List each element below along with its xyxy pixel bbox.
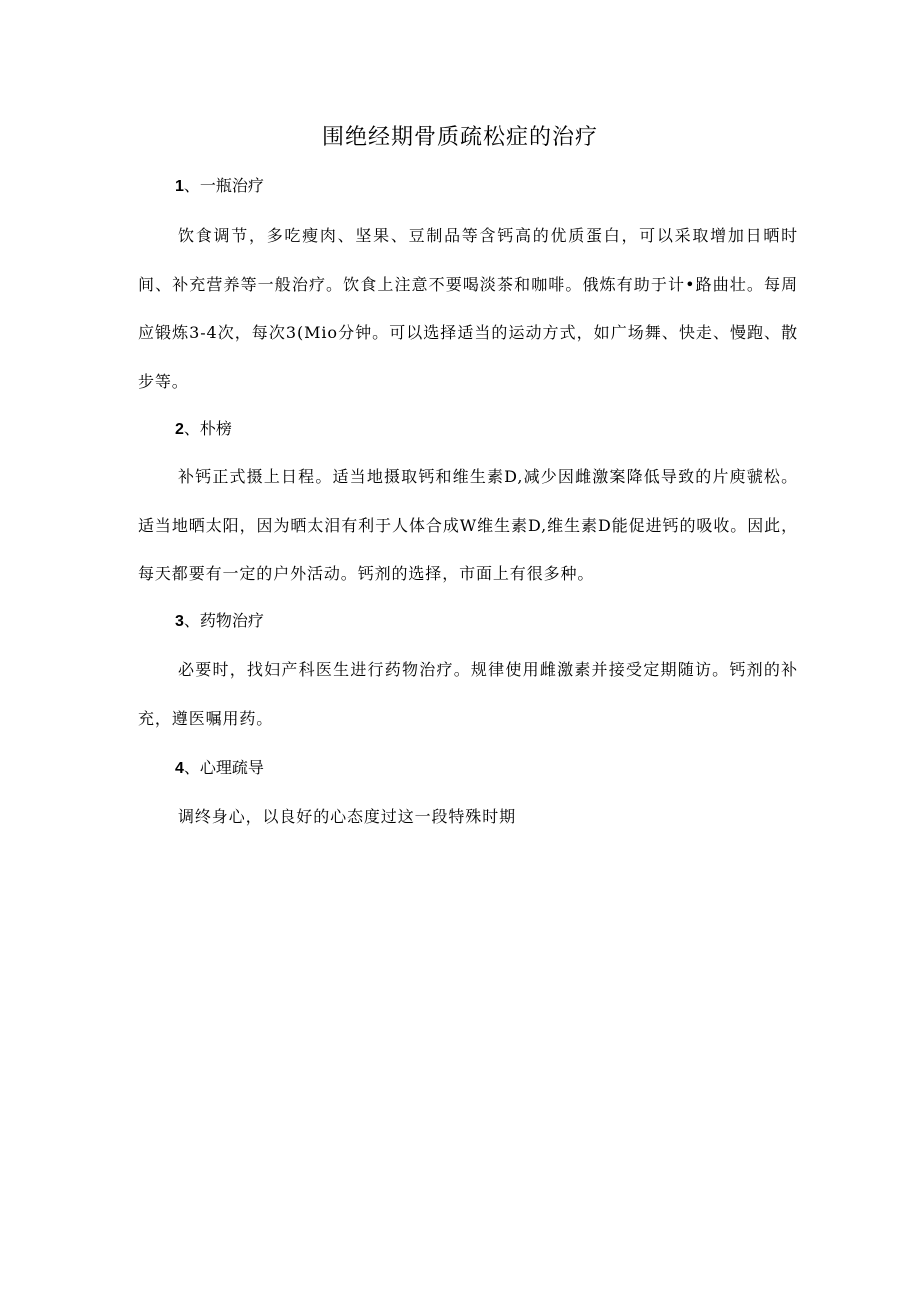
section-heading-text: 、朴榜 [183, 419, 232, 438]
section-heading-1 [175, 173, 264, 200]
section-number: 3 [175, 613, 184, 630]
section-heading-3 [175, 608, 264, 635]
section-paragraph-1: 饮食调节，多吃瘦肉、坚果、豆制品等含钙高的优质蛋白，可以采取增加日晒时间、补充营养等一般治疗。饮食上注意不要喝淡茶和咖啡。俄炼有助于计•路曲壮。每周应锻炼3-4次，每次3(Mio分钟。可以选择适当的运动方式，如广场舞、快走、慢跑、散步等。 [138, 226, 798, 391]
section-paragraph-3: 必要时，找妇产科医生进行药物治疗。规律使用雌激素并接受定期随访。钙剂的补充，遵医嘱用药。 [138, 660, 798, 728]
section-heading-4 [175, 755, 264, 782]
section-heading-text: 、药物治疗 [183, 611, 264, 630]
section-heading-2 [175, 416, 232, 443]
section-paragraph-2: 补钙正式摄上日程。适当地摄取钙和维生素D,减少因雌激案降低导致的片庾虢松。适当地晒太阳，因为晒太泪有利于人体合成W维生素D,维生素D能促进钙的吸收。因此，每天都要有一定的户外活动。钙剂的选择，市面上有很多种。 [138, 467, 798, 583]
section-number: 1 [175, 178, 184, 195]
section-paragraph-4: 调终身心，以良好的心态度过这一段特殊时期 [178, 807, 517, 826]
section-heading-text: 、一瓶治疗 [183, 176, 264, 195]
section-number: 2 [175, 421, 184, 438]
section-number: 4 [175, 760, 184, 777]
document-title: 围绝经期骨质疏松症的治疗 [321, 125, 598, 150]
section-heading-text: 、心理疏导 [183, 758, 264, 777]
